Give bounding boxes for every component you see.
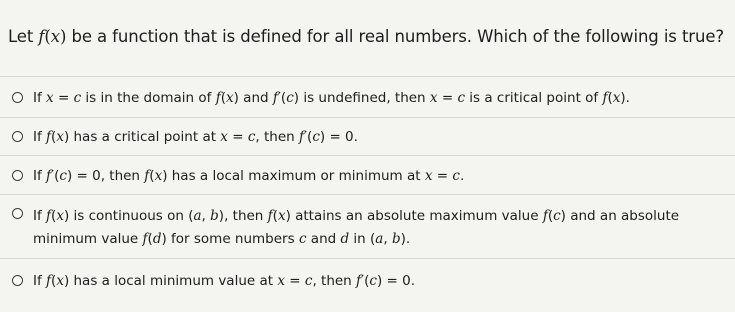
divider — [0, 194, 735, 195]
radio-button[interactable] — [12, 275, 23, 286]
divider — [0, 117, 735, 118]
answer-option-1[interactable] — [12, 89, 727, 108]
answer-option-3[interactable] — [12, 167, 727, 186]
radio-button[interactable] — [12, 131, 23, 142]
answer-option-label: If f(x) is continuous on (a, b), then f(x) attains an absolute maximum value f(c) and an absolute minimum value f(d) for some numbers c and d in (a, b). — [33, 208, 680, 247]
answer-option-5[interactable] — [12, 272, 727, 291]
divider — [0, 258, 735, 259]
answer-option-label: If f(x) has a local minimum value at x = c, then f′(c) = 0. — [33, 273, 415, 289]
question-text: Let f(x) be a function that is defined for all real numbers. Which of the following is true? — [8, 27, 725, 46]
answer-option-label: If f(x) has a critical point at x = c, then f′(c) = 0. — [33, 129, 358, 145]
divider — [0, 76, 735, 77]
divider — [0, 155, 735, 156]
answer-option-label: If f′(c) = 0, then f(x) has a local maximum or minimum at x = c. — [33, 168, 465, 184]
radio-button[interactable] — [12, 208, 23, 219]
radio-button[interactable] — [12, 92, 23, 103]
math-paren: ( — [44, 27, 51, 46]
answer-option-4[interactable] — [12, 205, 727, 251]
math-fx: f — [38, 27, 45, 46]
radio-button[interactable] — [12, 170, 23, 181]
math-x: x — [50, 27, 60, 46]
math-paren: ) — [59, 27, 67, 46]
answer-option-label: If x = c is in the domain of f(x) and f′(c) is undefined, then x = c is a critical point of f(x). — [33, 90, 630, 106]
answer-option-2[interactable] — [12, 128, 727, 147]
question-prefix: Let — [8, 27, 39, 46]
